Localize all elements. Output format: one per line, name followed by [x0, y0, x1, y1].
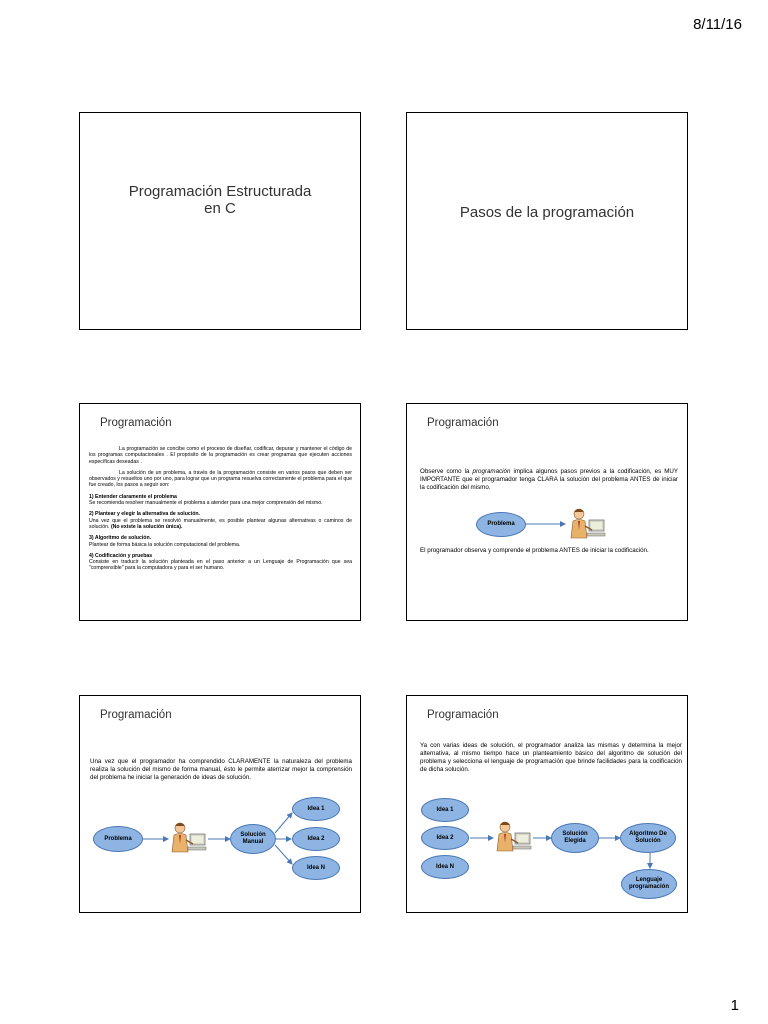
text-italic: programación — [472, 468, 511, 475]
text-part: implica algunos pasos previos a la codificación, es MUY IMPORTANTE que el programador tenga CLARA la solución del problema ANTES de iniciar la codificación del mismo. — [420, 468, 678, 491]
programmer-at-computer-icon — [493, 819, 533, 855]
slide-title: Pasos de la programación — [459, 204, 635, 221]
programmer-at-computer-icon — [567, 506, 607, 542]
step-bold: (No existe la solución única). — [110, 523, 183, 530]
slide-body — [89, 446, 352, 577]
slide-3 — [79, 403, 361, 621]
intro2-text: La solución de un problema, a través de la programación consiste en varios pasos que deben ser observados y resueltos uno por uno, para lograr que un programa resuelva correctamente el problema para el que fue creado, los pasos a seguir son: — [89, 469, 352, 489]
step-2 — [89, 511, 352, 530]
slide-text: Una vez que el programador ha comprendido CLARAMENTE la naturaleza del problema realiza la solución del mismo de forma manual, ésto le permite aterrizar mejor la comprensión del problema he iniciar la generación de ideas de solución. — [90, 758, 352, 781]
programmer-at-computer-icon — [168, 820, 208, 856]
step-3 — [89, 535, 352, 548]
title-line-1: Programación Estructurada — [128, 183, 312, 200]
node-solucion-elegida: Solución Elegida — [551, 823, 599, 853]
date-header: 8/11/16 — [693, 16, 742, 33]
slide-6 — [406, 695, 688, 913]
node-problema: Problema — [476, 512, 526, 537]
slide-title: Programación — [427, 709, 499, 721]
step-text: Plantear de forma básica la solución computacional del problema. — [89, 541, 241, 548]
paragraph — [89, 470, 352, 489]
slide-title — [80, 183, 360, 217]
step-title: 4) Codificación y pruebas — [89, 552, 153, 559]
slide-2 — [406, 112, 688, 330]
node-lenguaje: Lenguaje programación — [621, 869, 677, 899]
step-title: 2) Plantear y elegir la alternativa de solución. — [89, 511, 200, 518]
text-part: Observe como la — [420, 468, 473, 475]
step-title: 3) Algoritmo de solución. — [89, 535, 152, 542]
step-1 — [89, 494, 352, 507]
step-text: Una vez que el problema se resolvió manualmente, es posible plantear algunas alternativas o caminos de solución. — [89, 517, 352, 530]
slide-5 — [79, 695, 361, 913]
paragraph — [89, 446, 352, 465]
node-algoritmo: Algoritmo De Solución — [620, 823, 676, 853]
slide-1 — [79, 112, 361, 330]
step-4 — [89, 553, 352, 572]
step-title: 1) Entender claramente el problema — [89, 493, 177, 500]
slide-text-2: El programador observa y comprende el problema ANTES de iniciar la codificación. — [420, 547, 649, 554]
slide-title: Programación — [100, 417, 172, 429]
step-text: Se recomienda resolver manualmente el problema a atender para una mejor comprensión del mismo. — [89, 500, 323, 507]
slide-title: Programación — [427, 417, 499, 429]
intro-text: La programación se concibe como el proceso de diseñar, codificar, depurar y mantener el código de los programas computacionales . El propósito de la programación es crear programas que ejecuten acciones específicas deseadas . — [89, 446, 352, 465]
flow-arrows — [407, 404, 688, 621]
node-idea-n: Idea N — [292, 856, 340, 880]
slide-text: Ya con varias ideas de solución, el programador analiza las mismas y determina la mejor alternativa, al mismo tiempo hace un planteamiento básico del algoritmo de solución del problema y selecciona el lenguaje de programación que brinde facilidades para la codificación de dicha solución. — [420, 742, 682, 773]
node-idea-n: Idea N — [421, 855, 469, 879]
node-solucion-manual: Solución Manual — [230, 824, 276, 854]
step-text: Consiste en traducir la solución planteada en el paso anterior a un Lenguaje de Programación que sea "comprensible" para la computadora y para el ser humano. — [89, 559, 352, 572]
node-problema: Problema — [93, 826, 143, 852]
slide-4 — [406, 403, 688, 621]
node-idea-2: Idea 2 — [292, 827, 340, 851]
page-number: 1 — [730, 997, 739, 1014]
node-idea-2: Idea 2 — [421, 826, 469, 850]
node-idea-1: Idea 1 — [292, 797, 340, 821]
slide-title: Programación — [100, 709, 172, 721]
node-idea-1: Idea 1 — [421, 798, 469, 822]
title-line-2: en C — [204, 200, 236, 217]
